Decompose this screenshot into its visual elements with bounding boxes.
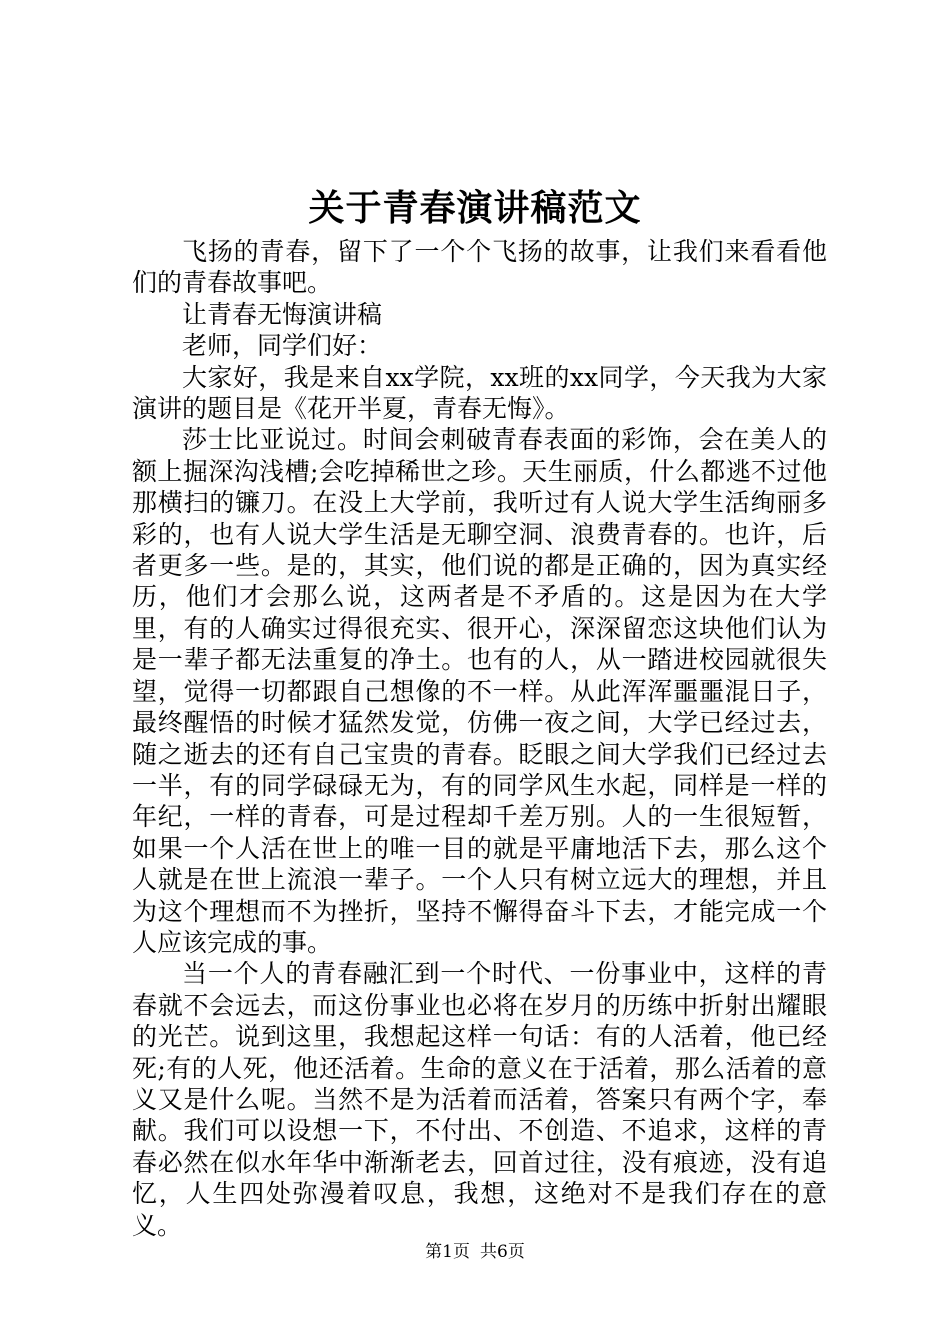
document-body <box>132 236 827 1241</box>
page-footer <box>0 1240 950 1264</box>
paragraph-intro: 飞扬的青春，留下了一个个飞扬的故事，让我们来看看他们的青春故事吧。 <box>132 237 827 298</box>
page-number-current: 第1页 <box>425 1242 470 1262</box>
page-number-total: 共6页 <box>480 1242 525 1262</box>
paragraph-meaning-of-youth: 当一个人的青春融汇到一个时代、一份事业中，这样的青春就不会远去，而这份事业也必将在岁月的历练中折射出耀眼的光芒。说到这里，我想起这样一句话：有的人活着，他已经死;有的人死，他还活着。生命的意义在于活着，那么活着的意义又是什么呢。当然不是为活着而活着，答案只有两个字，奉献。我们可以设想一下，不付出、不创造、不追求，这样的青春必然在似水年华中渐渐老去，回首过往，没有痕迹，没有追忆，人生四处弥漫着叹息，我想，这绝对不是我们存在的意义。 <box>132 959 827 1240</box>
paragraph-greeting: 老师，同学们好： <box>182 331 383 361</box>
page-title: 关于青春演讲稿范文 <box>308 187 642 229</box>
paragraph-self-intro: 大家好，我是来自xx学院，xx班的xx同学，今天我为大家演讲的题目是《花开半夏，青春无悔》。 <box>132 362 827 424</box>
paragraph-speech-title: 让青春无悔演讲稿 <box>182 299 383 329</box>
paragraph-shakespeare: 莎士比亚说过。时间会刺破青春表面的彩饰，会在美人的额上掘深沟浅槽;会吃掉稀世之珍。天生丽质，什么都逃不过他那横扫的镰刀。在没上大学前，我听过有人说大学生活绚丽多彩的，也有人说大学生活是无聊空洞、浪费青春的。也许，后者更多一些。是的，其实，他们说的都是正确的，因为真实经历，他们才会那么说，这两者是不矛盾的。这是因为在大学里，有的人确实过得很充实、很开心，深深留恋这块他们认为是一辈子都无法重复的净土。也有的人，从一踏进校园就很失望，觉得一切都跟自己想像的不一样。从此浑浑噩噩混日子，最终醒悟的时候才猛然发觉，仿佛一夜之间，大学已经过去，随之逝去的还有自己宝贵的青春。眨眼之间大学我们已经过去一半，有的同学碌碌无为，有的同学风生水起，同样是一样的年纪，一样的青春，可是过程却千差万别。人的一生很短暂，如果一个人活在世上的唯一目的就是平庸地活下去，那么这个人就是在世上流浪一辈子。一个人只有树立远大的理想，并且为这个理想而不为挫折，坚持不懈得奋斗下去，才能完成一个人应该完成的事。 <box>132 425 827 957</box>
